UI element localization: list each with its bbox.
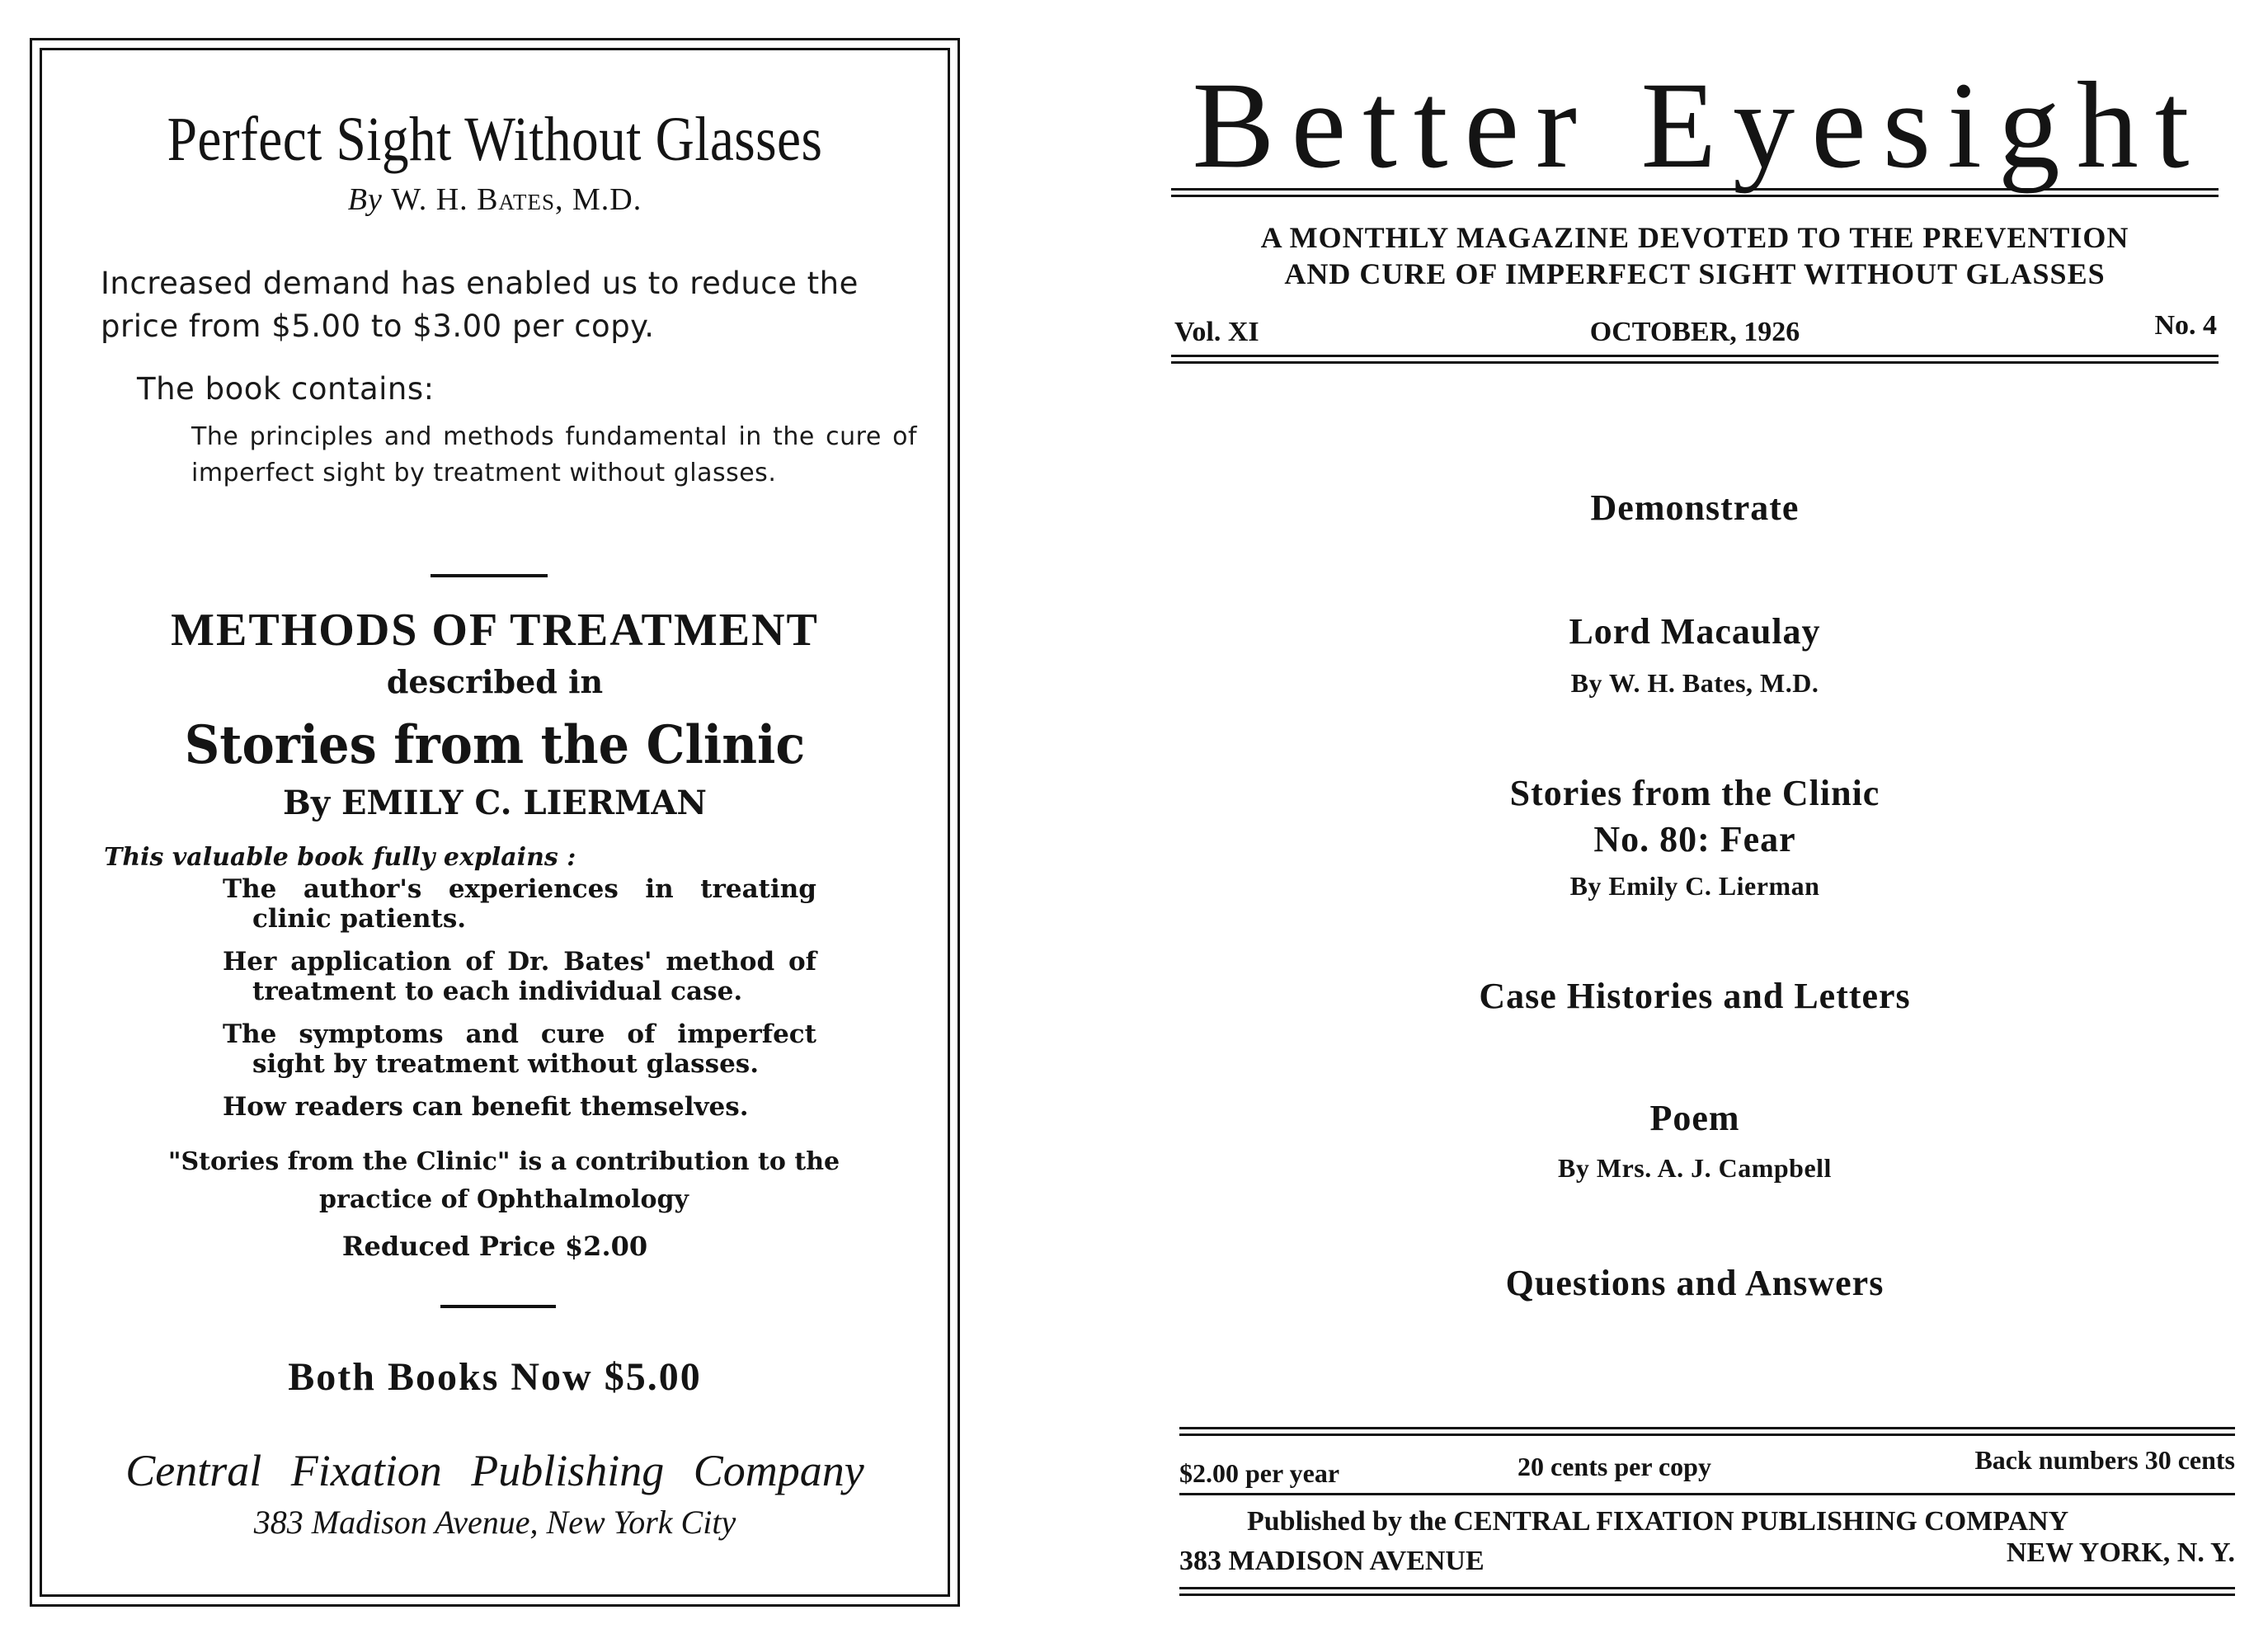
toc-item-lord-macaulay: Lord Macaulay (1569, 611, 1821, 652)
subtitle-line-2: AND CURE OF IMPERFECT SIGHT WITHOUT GLASSES (1284, 257, 2106, 290)
magazine-cover-page (1155, 33, 2252, 1617)
ad-contents-heading: The book contains: (137, 371, 435, 407)
publisher-info (1179, 1506, 2235, 1580)
subtitle-line-1: A MONTHLY MAGAZINE DEVOTED TO THE PREVENTION (1260, 221, 2129, 254)
toc-item-stories-clinic: Stories from the Clinic (1509, 773, 1880, 813)
issue-double-rule (1171, 355, 2219, 364)
ad-explains-heading: This valuable book fully explains : (104, 843, 576, 872)
published-by-line: Published by the CENTRAL FIXATION PUBLISHING COMPANY (1247, 1506, 2069, 1537)
advertisement-page (30, 38, 960, 1607)
price-back-numbers: Back numbers 30 cents (1974, 1445, 2235, 1475)
ad-contents-text: The principles and methods fundamental in the cure of imperfect sight by treatment without glasses. (191, 422, 917, 487)
publisher-street: 383 MADISON AVENUE (1179, 1546, 1485, 1576)
footer-rule (1179, 1493, 2235, 1495)
ad-reduced-price: Reduced Price $2.00 (341, 1231, 648, 1262)
ad-methods-heading: METHODS OF TREATMENT (171, 605, 819, 656)
toc-item-demonstrate: Demonstrate (1590, 487, 1800, 528)
toc-item-byline: By Emily C. Lierman (1569, 871, 1820, 901)
ad-author-by: By (347, 182, 383, 217)
publisher-city: NEW YORK, N. Y. (2006, 1537, 2235, 1568)
ad-author-name: W. H. Bates, M.D. (391, 182, 642, 217)
ad-book-author (30, 181, 960, 218)
toc-item-byline: By W. H. Bates, M.D. (1570, 668, 1819, 698)
toc-item-poem: Poem (1649, 1098, 1740, 1138)
ad-described-in: described in (386, 663, 604, 700)
masthead-title: Better Eyesight (1192, 57, 2206, 194)
toc-item-case-histories: Case Histories and Letters (1479, 976, 1911, 1016)
footer-double-rule (1179, 1587, 2235, 1596)
volume-label: Vol. XI (1174, 317, 1259, 347)
subscription-prices-row (1179, 1445, 2235, 1488)
price-per-copy: 20 cents per copy (1517, 1452, 1711, 1481)
ad-explains-list (223, 874, 816, 1135)
footer-double-rule (1179, 1427, 2235, 1436)
ad-stories-author: By EMILY C. LIERMAN (283, 784, 707, 822)
toc-item-questions-answers: Questions and Answers (1505, 1263, 1885, 1303)
masthead-double-rule (1171, 188, 2219, 197)
price-per-year: $2.00 per year (1179, 1458, 1340, 1488)
list-item: How readers can benefit themselves. (223, 1092, 749, 1122)
ad-divider (440, 1305, 556, 1308)
ad-both-books-offer: Both Books Now $5.00 (288, 1355, 702, 1399)
issue-number: No. 4 (2154, 310, 2217, 341)
toc-item-subtitle: No. 80: Fear (1593, 819, 1796, 859)
toc-item-byline: By Mrs. A. J. Campbell (1558, 1153, 1832, 1183)
issue-date: OCTOBER, 1926 (1589, 317, 1800, 347)
ad-contribution-text: "Stories from the Clinic" is a contribution to the practice of Ophthalmology (167, 1147, 840, 1214)
magazine-subtitle (1171, 219, 2219, 292)
ad-book-title: Perfect Sight Without Glasses (167, 105, 823, 174)
issue-info-row (1171, 310, 2219, 350)
ad-divider (431, 574, 548, 577)
ad-publisher-address: 383 Madison Avenue, New York City (253, 1504, 736, 1541)
ad-price-reduction-text: Increased demand has enabled us to reduce the price from $5.00 to $3.00 per copy. (101, 266, 859, 344)
list-item: Her application of Dr. Bates' method of treatment to each individual case. (223, 947, 816, 1006)
ad-publisher-name: Central Fixation Publishing Company (125, 1446, 864, 1495)
list-item: The symptoms and cure of imperfect sight by treatment without glasses. (223, 1019, 816, 1079)
list-item: The author's experiences in treating clinic patients. (223, 874, 816, 934)
ad-stories-title: Stories from the Clinic (184, 714, 806, 776)
